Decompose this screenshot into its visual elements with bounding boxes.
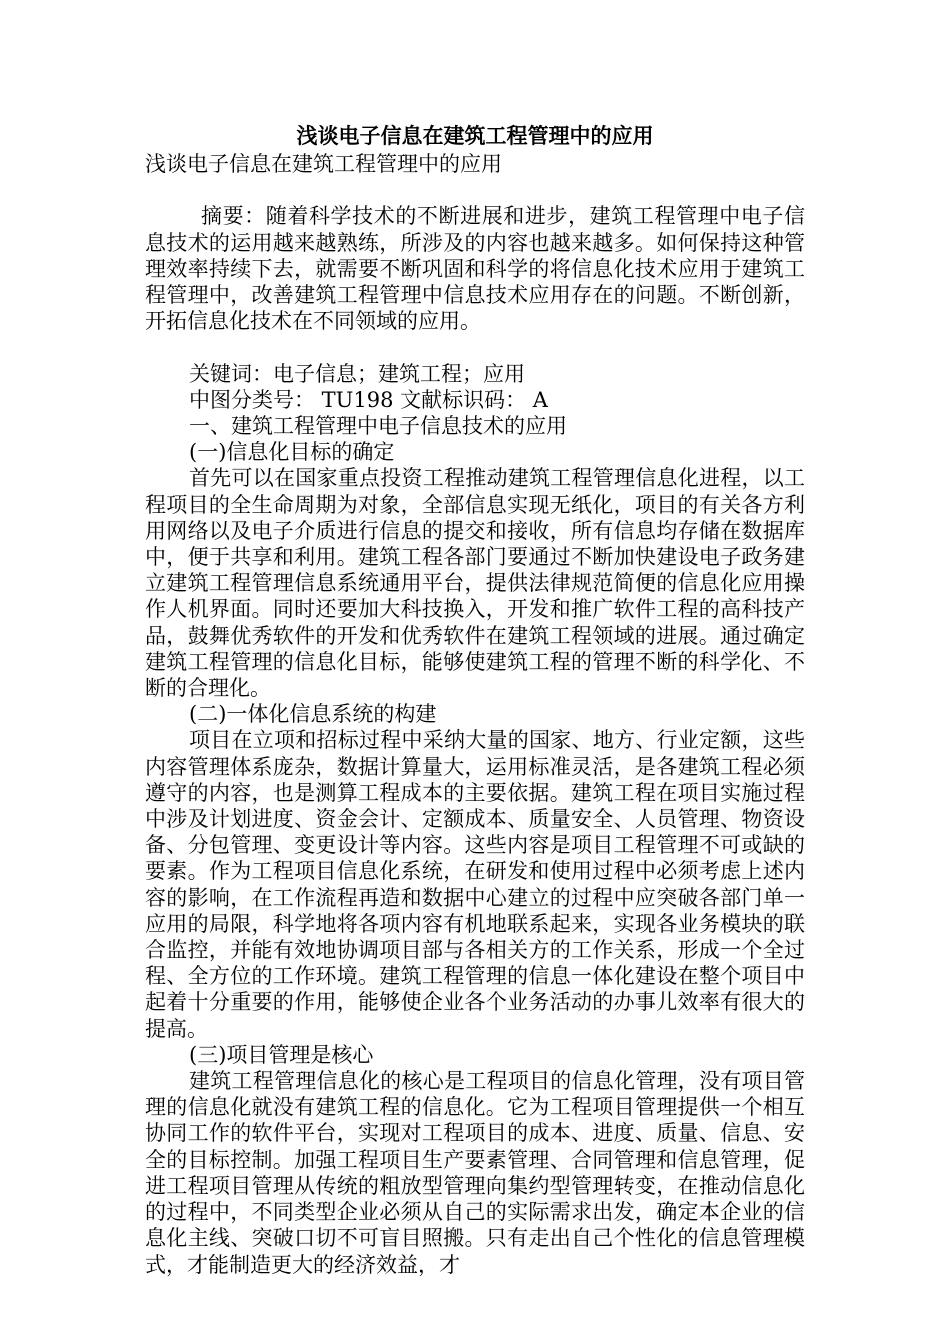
- subsection-heading: (三)项目管理是核心: [189, 1042, 374, 1067]
- document-subtitle: 浅谈电子信息在建筑工程管理中的应用: [145, 152, 502, 176]
- body-paragraph: 首先可以在国家重点投资工程推动建筑工程管理信息化进程，以工程项目的全生命周期为对象，全部信息实现无纸化，项目的有关各方利用网络以及电子介质进行信息的提交和接收，所有信息均存储在数据库中，便于共享和利用。建筑工程各部门要通过不断加快建设电子政务建立建筑工程管理信息系统通用平台，提供法律规范简便的信息化应用操作人机界面。同时还要加大科技换入，开发和推广软件工程的高科技产品，鼓舞优秀软件的开发和优秀软件在建筑工程领域的进展。通过确定建筑工程管理的信息化目标，能够使建筑工程的管理不断的科学化、不断的合理化。: [145, 466, 805, 701]
- blank-line: [145, 177, 805, 203]
- abstract-paragraph: 摘要：随着科学技术的不断进展和进步，建筑工程管理中电子信息技术的运用越来越熟练，所涉及的内容也越来越多。如何保持这种管理效率持续下去，就需要不断巩固和科学的将信息化技术应用于建筑工程管理中，改善建筑工程管理中信息技术应用存在的问题。不断创新，开拓信息化技术在不同领域的应用。: [145, 204, 805, 334]
- section-heading: 一、建筑工程管理中电子信息技术的应用: [189, 414, 567, 438]
- keywords-line: 关键词：电子信息；建筑工程；应用: [189, 361, 525, 386]
- body-paragraph: 项目在立项和招标过程中采纳大量的国家、地方、行业定额，这些内容管理体系庞杂，数据计算量大，运用标准灵活，是各建筑工程必须遵守的内容，也是测算工程成本的主要依据。建筑工程在项目实施过程中涉及计划进度、资金会计、定额成本、质量安全、人员管理、物资设备、分包管理、变更设计等内容。这些内容是项目工程管理不可或缺的要素。作为工程项目信息化系统，在研发和使用过程中必须考虑上述内容的影响，在工作流程再造和数据中心建立的过程中应突破各部门单一应用的局限，科学地将各项内容有机地联系起来，实现各业务模块的联合监控，并能有效地协调项目部与各相关方的工作关系，形成一个全过程、全方位的工作环境。建筑工程管理的信息一体化建设在整个项目中起着十分重要的作用，能够使企业各个业务活动的办事儿效率有很大的提高。: [145, 728, 805, 1041]
- subsection-heading: (一)信息化目标的确定: [189, 440, 395, 465]
- blank-line: [145, 334, 805, 360]
- document-title: 浅谈电子信息在建筑工程管理中的应用: [296, 124, 654, 148]
- subsection-heading: (二)一体化信息系统的构建: [189, 702, 437, 727]
- body-paragraph: 建筑工程管理信息化的核心是工程项目的信息化管理，没有项目管理的信息化就没有建筑工程的信息化。它为工程项目管理提供一个相互协同工作的软件平台，实现对工程项目的成本、进度、质量、信息、安全的目标控制。加强工程项目生产要素管理、合同管理和信息管理，促进工程项目管理从传统的粗放型管理向集约型管理转变，在推动信息化的过程中，不同类型企业必须从自己的实际需求出发，确定本企业的信息化主线、突破口切不可盲目照搬。只有走出自己个性化的信息管理模式，才能制造更大的经济效益，才: [145, 1069, 805, 1277]
- classification-line: 中图分类号： TU198 文献标识码： A: [189, 387, 548, 412]
- document-page: [145, 122, 805, 1278]
